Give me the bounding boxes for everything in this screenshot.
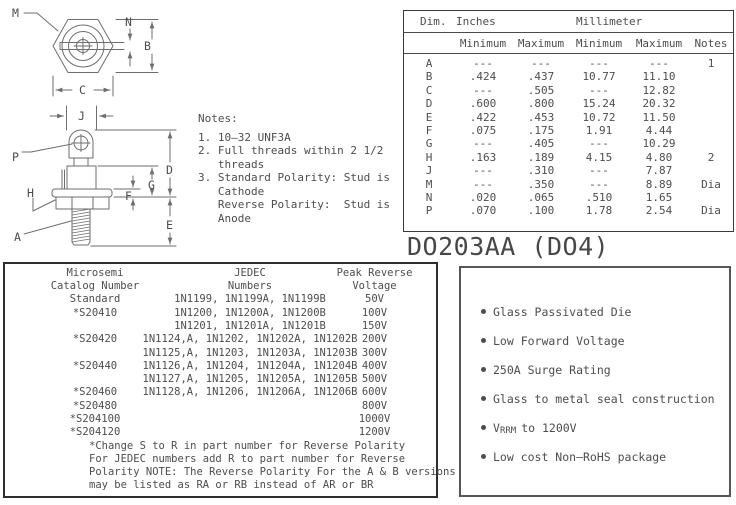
dim-note [690, 97, 732, 110]
inches-max: .800 [527, 97, 555, 111]
catalog-number: *S204120 [69, 426, 121, 439]
mm-min: --- [589, 83, 609, 97]
dim-label-p: P [12, 150, 19, 164]
parts-row [5, 413, 436, 426]
footnote-line: Polarity NOTE: The Reverse Polarity For the A & B versions [89, 466, 456, 479]
parts-row [5, 307, 436, 320]
feature-item [481, 335, 729, 347]
footnote-line: *Change S to R in part number for Reverse Polarity [89, 439, 406, 452]
dim-label-n: N [125, 15, 132, 29]
dim-label-j: J [78, 109, 85, 123]
mm-max: 12.82 [642, 83, 676, 97]
note-line: Reverse Polarity: Stud is [198, 198, 391, 211]
dimension-row [404, 164, 733, 177]
subheader-min-mm: Minimum [575, 36, 623, 50]
parts-row [5, 320, 436, 333]
jedec-numbers: 1N1201, 1N1201A, 1N1201B [174, 320, 326, 332]
dim-letter: G [425, 137, 433, 151]
peak-voltage: 800V [361, 399, 388, 412]
dim-letter: M [425, 177, 433, 191]
feature-text: 250A Surge Rating [493, 363, 611, 377]
leader-m [24, 13, 58, 31]
package-name-label: DO203AA (DO4) [407, 232, 610, 261]
inches-min: --- [473, 164, 493, 178]
dimension-table-subheader [404, 33, 733, 54]
mm-max: 4.44 [645, 123, 673, 137]
header-catalog-line1: Microsemi [66, 267, 124, 279]
inches-min: --- [473, 83, 493, 97]
peak-voltage: 1000V [358, 413, 391, 426]
dim-note [690, 191, 732, 204]
peak-voltage: 150V [361, 320, 388, 332]
bullet-icon [481, 367, 486, 372]
inches-max: .505 [527, 83, 555, 97]
parts-row [5, 400, 436, 413]
inches-min: .600 [469, 97, 497, 111]
features-panel [459, 266, 731, 497]
mm-max: 11.50 [642, 110, 676, 124]
feature-text: Glass to metal seal construction [493, 392, 715, 406]
note-line: 2. Full threads within 2 1/2 [198, 144, 384, 157]
dimension-row [404, 84, 733, 97]
dim-note: Dia [701, 204, 721, 218]
dim-letter: B [425, 70, 433, 84]
dim-label-b: B [144, 39, 151, 53]
dimension-row [404, 111, 733, 124]
dim-letter: H [425, 150, 433, 164]
header-voltage-line2: Voltage [352, 280, 397, 293]
bullet-icon [481, 396, 486, 401]
jedec-numbers: 1N1200, 1N1200A, 1N1200B [174, 306, 326, 319]
note-line: 3. Standard Polarity: Stud is [198, 171, 391, 184]
inches-max: .175 [527, 123, 555, 137]
dim-label-m: M [12, 6, 19, 20]
dim-label-a: A [14, 230, 21, 244]
vrrm-subscript: RRM [499, 426, 517, 436]
inches-max: .405 [527, 137, 555, 151]
dim-label-f: F [125, 189, 132, 203]
notes-lines [198, 131, 390, 226]
peak-voltage: 600V [361, 386, 388, 399]
inches-min: .075 [469, 123, 497, 137]
note-line: 1. 10–32 UNF3A [198, 130, 291, 144]
inches-max: --- [531, 57, 551, 70]
inches-max: .453 [527, 110, 555, 124]
header-dim: Dim. [420, 15, 447, 28]
note-line: Anode [198, 211, 251, 225]
extension-lines [91, 130, 176, 246]
note-line: Cathode [198, 184, 265, 198]
catalog-number: *S20420 [72, 333, 118, 346]
mm-max: 2.54 [645, 204, 673, 218]
jedec-numbers [185, 413, 315, 426]
dimension-rows [404, 54, 733, 218]
dim-label-e: E [166, 218, 173, 232]
parts-footnote [5, 439, 456, 493]
parts-table-header [5, 264, 436, 293]
feature-item-vrrm [481, 422, 729, 434]
parts-row [5, 293, 436, 306]
mm-min: --- [589, 164, 609, 178]
catalog-number: *S20460 [72, 386, 118, 399]
feature-item [481, 364, 729, 376]
mm-min: 10.77 [582, 70, 616, 84]
mm-max: --- [649, 57, 669, 70]
feature-item [481, 393, 729, 405]
feature-item [481, 306, 729, 318]
subheader-max-mm: Maximum [635, 36, 683, 50]
bullet-icon [481, 454, 486, 459]
parts-row [5, 386, 436, 399]
inches-max: .065 [527, 190, 555, 204]
mm-max: 11.10 [642, 70, 676, 84]
feature-item [481, 451, 729, 463]
peak-voltage: 1200V [358, 426, 391, 439]
feature-text: Glass Passivated Die [493, 305, 632, 319]
inches-max: .350 [527, 177, 555, 191]
parts-row [5, 373, 436, 386]
jedec-numbers: 1N1125,A, 1N1203, 1N1203A, 1N1203B [142, 346, 358, 359]
leader-p [22, 144, 72, 152]
mm-min: 10.72 [582, 110, 616, 124]
leader-h [33, 198, 55, 211]
top-view-hex-outline [53, 20, 124, 73]
catalog-number [5, 320, 185, 333]
dim-note [690, 84, 732, 97]
mm-max: 7.87 [645, 164, 673, 178]
dim-label-c: C [79, 83, 86, 97]
dim-note [690, 137, 732, 150]
mm-min: 15.24 [582, 97, 616, 111]
dim-letter: C [425, 83, 433, 97]
dim-note: 1 [707, 57, 715, 70]
dimension-table [403, 10, 734, 232]
inches-max: .310 [527, 164, 555, 178]
parts-row [5, 347, 436, 360]
mm-max: 20.32 [642, 97, 676, 111]
jedec-numbers: 1N1126,A, 1N1204, 1N1204A, 1N1204B [142, 359, 358, 372]
catalog-number: Standard [69, 293, 121, 306]
inches-max: .100 [527, 204, 555, 218]
dim-note [690, 124, 732, 137]
bullet-icon [481, 309, 486, 314]
dimension-row [404, 178, 733, 191]
subheader-min-inches: Minimum [459, 36, 507, 50]
footnote-line: may be listed as RA or RB instead of AR or BR [89, 479, 374, 492]
header-catalog-line2: Catalog Number [50, 280, 140, 293]
jedec-numbers [185, 400, 315, 413]
feature-text: Low Forward Voltage [493, 334, 625, 348]
dim-letter: P [425, 204, 433, 218]
peak-voltage: 300V [361, 346, 388, 359]
mm-max: 8.89 [645, 177, 673, 191]
dimension-row [404, 204, 733, 217]
peak-voltage: 200V [361, 333, 388, 346]
dimension-row [404, 97, 733, 110]
dim-label-h: H [27, 186, 34, 200]
inches-max: .189 [527, 150, 555, 164]
header-jedec-line2: Numbers [227, 280, 273, 293]
dim-note [690, 164, 732, 177]
dimension-row [404, 151, 733, 164]
dimension-table-header [404, 11, 733, 33]
inches-min: .020 [469, 190, 497, 204]
vrrm-text: to 1200V [521, 421, 577, 435]
dim-letter: F [425, 123, 433, 137]
mm-min: 1.91 [585, 123, 613, 137]
dim-letter: D [425, 97, 433, 111]
dim-letter: E [425, 110, 433, 124]
notes-block [198, 112, 390, 225]
parts-row [5, 333, 436, 346]
header-voltage-line1: Peak Reverse [336, 267, 413, 279]
jedec-numbers: 1N1124,A, 1N1202, 1N1202A, 1N1202B [142, 333, 358, 346]
inches-min: .424 [469, 70, 497, 84]
catalog-number: *S204100 [69, 413, 121, 426]
inches-min: .422 [469, 110, 497, 124]
mm-min: 1.78 [585, 204, 613, 218]
subheader-max-inches: Maximum [517, 36, 565, 50]
note-line: threads [198, 157, 265, 171]
header-jedec-line1: JEDEC [234, 267, 266, 279]
dimension-row [404, 57, 733, 70]
peak-voltage: 50V [365, 293, 384, 306]
mm-max: 4.80 [645, 150, 673, 164]
jedec-numbers [185, 426, 315, 439]
dim-letter: J [425, 164, 433, 178]
dim-letter: N [425, 190, 433, 204]
leader-a [24, 221, 71, 234]
jedec-numbers: 1N1128,A, 1N1206, 1N1206A, 1N1206B [142, 386, 358, 399]
mm-min: .510 [585, 190, 613, 204]
notes-title: Notes: [198, 112, 238, 125]
catalog-number: *S20480 [72, 399, 118, 412]
dim-note: Dia [701, 177, 721, 191]
mm-min: 4.15 [585, 150, 613, 164]
inches-max: .437 [527, 70, 555, 84]
jedec-numbers: 1N1199, 1N1199A, 1N1199B [174, 293, 326, 306]
vrrm-symbol: V [493, 421, 500, 435]
header-inches: Inches [456, 15, 496, 28]
parts-row [5, 360, 436, 373]
dimension-row [404, 137, 733, 150]
mm-max: 1.65 [645, 190, 673, 204]
dim-label-d: D [166, 163, 173, 177]
dim-note [690, 111, 732, 124]
inches-min: .163 [469, 150, 497, 164]
dimension-row [404, 124, 733, 137]
inches-min: .070 [469, 204, 497, 218]
parts-row [5, 426, 436, 439]
catalog-number: *S20440 [72, 359, 118, 372]
dim-letter: A [425, 57, 433, 70]
mm-min: --- [589, 177, 609, 191]
jedec-numbers: 1N1127,A, 1N1205, 1N1205A, 1N1205B [142, 373, 358, 386]
dim-label-g: G [148, 178, 155, 192]
mm-max: 10.29 [642, 137, 676, 151]
dim-note: 2 [707, 150, 715, 164]
feature-text: Low cost Non–RoHS package [493, 450, 667, 464]
catalog-number: *S20410 [72, 306, 118, 319]
mm-min: --- [589, 137, 609, 151]
dim-note [690, 70, 732, 83]
peak-voltage: 100V [361, 306, 388, 319]
parts-table [3, 262, 456, 498]
inches-min: --- [473, 177, 493, 191]
inches-min: --- [473, 57, 493, 70]
footnote-line: For JEDEC numbers add R to part number for Reverse [89, 452, 406, 465]
peak-voltage: 500V [361, 373, 388, 386]
bullet-icon [481, 338, 486, 343]
parts-rows [5, 293, 436, 439]
header-millimeter: Millimeter [576, 15, 643, 28]
side-view-outline [52, 130, 112, 245]
mm-min: --- [589, 57, 609, 70]
bullet-icon [481, 425, 486, 430]
dimension-row [404, 191, 733, 204]
dimension-row [404, 70, 733, 83]
peak-voltage: 400V [361, 359, 388, 372]
inches-min: --- [473, 137, 493, 151]
subheader-notes: Notes [694, 36, 728, 50]
